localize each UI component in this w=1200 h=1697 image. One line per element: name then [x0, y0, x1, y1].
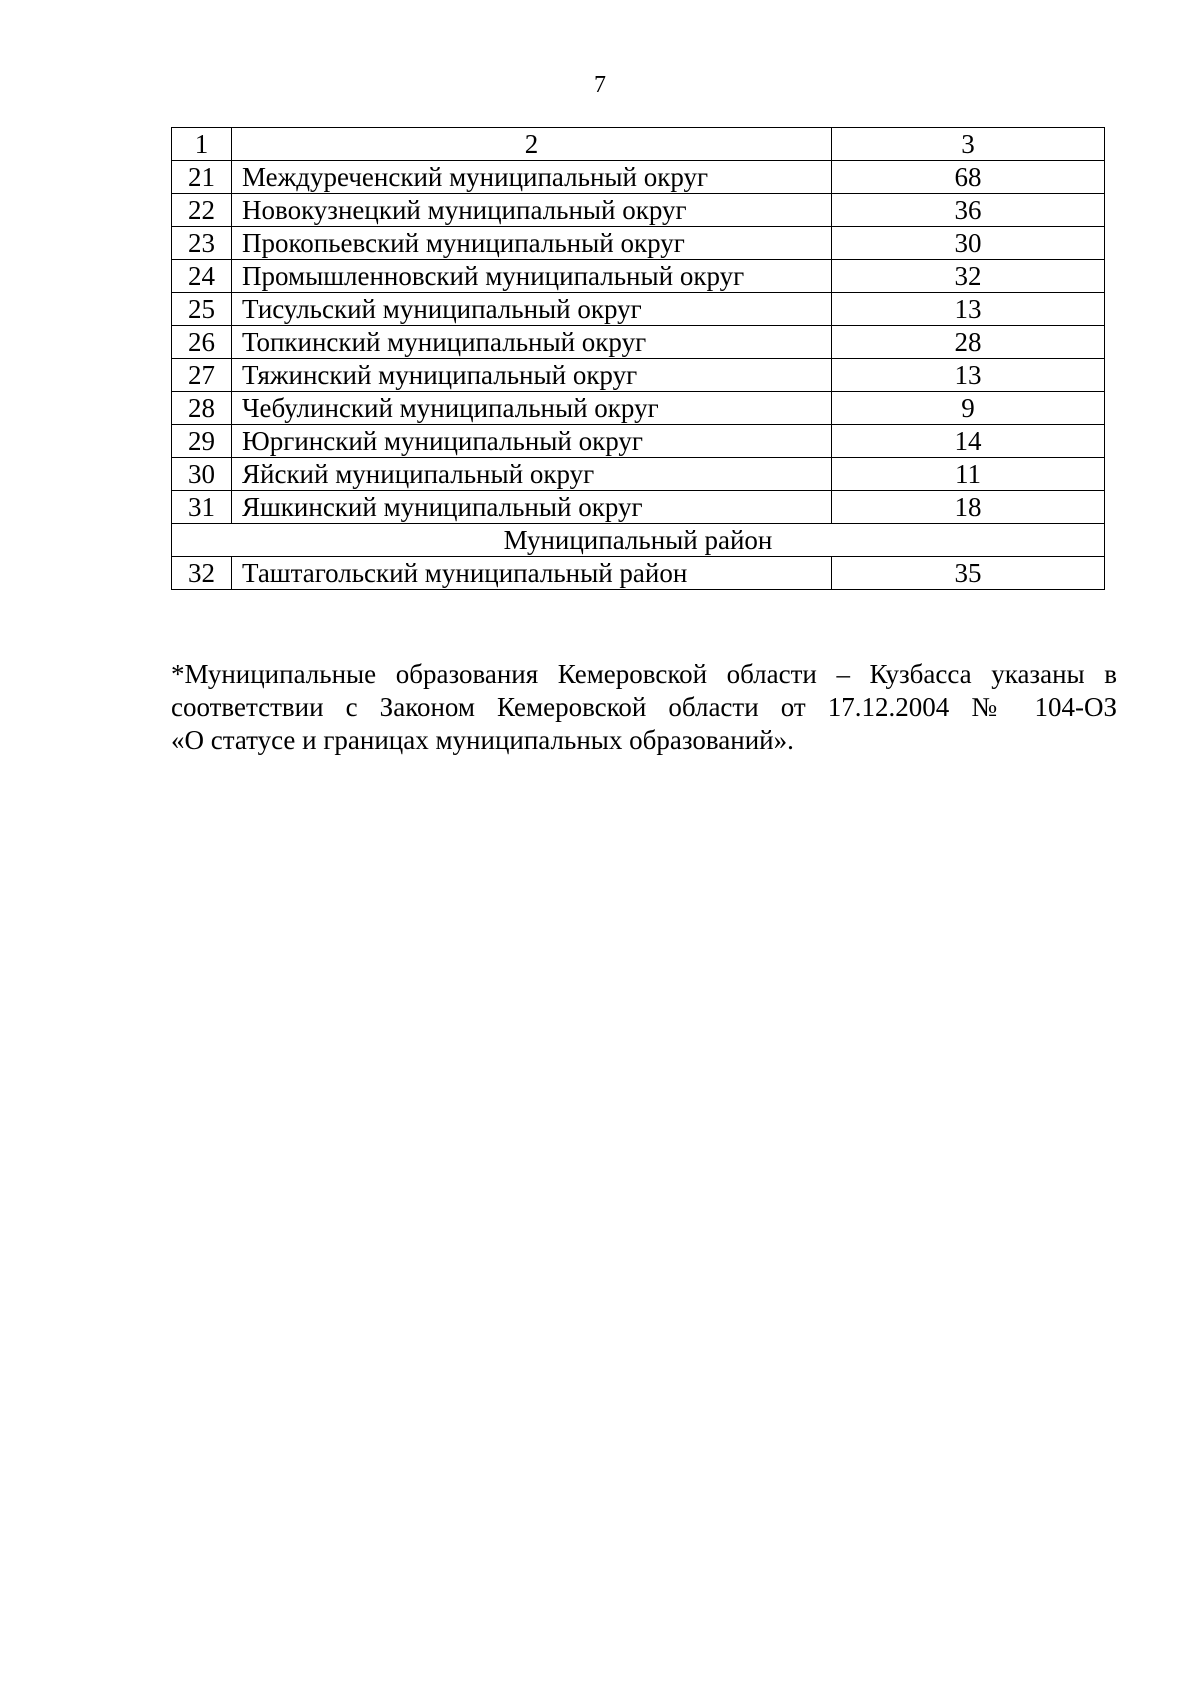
row-value: 28 [832, 326, 1105, 359]
row-number: 28 [172, 392, 232, 425]
row-value: 14 [832, 425, 1105, 458]
row-number: 24 [172, 260, 232, 293]
municipalities-table [171, 127, 1105, 590]
row-value: 13 [832, 293, 1105, 326]
table-row [172, 227, 1105, 260]
row-number: 26 [172, 326, 232, 359]
municipality-name: Яшкинский муниципальный округ [232, 491, 832, 524]
row-value: 13 [832, 359, 1105, 392]
page-number: 7 [594, 72, 606, 98]
table-row [172, 260, 1105, 293]
row-number: 32 [172, 557, 232, 590]
section-row [172, 524, 1105, 557]
row-value: 18 [832, 491, 1105, 524]
row-value: 36 [832, 194, 1105, 227]
column-header-value: 3 [832, 128, 1105, 161]
row-number: 31 [172, 491, 232, 524]
municipality-name: Топкинский муниципальный округ [232, 326, 832, 359]
municipality-name: Чебулинский муниципальный округ [232, 392, 832, 425]
table-row [172, 293, 1105, 326]
municipality-name: Междуреченский муниципальный округ [232, 161, 832, 194]
row-value: 35 [832, 557, 1105, 590]
row-value: 11 [832, 458, 1105, 491]
table-row [172, 491, 1105, 524]
municipality-name: Промышленновский муниципальный округ [232, 260, 832, 293]
row-number: 30 [172, 458, 232, 491]
footnote-line-2: соответствии с Законом Кемеровской области от 17.12.2004 № 104-ОЗ [171, 692, 1117, 722]
row-value: 9 [832, 392, 1105, 425]
column-header-name: 2 [232, 128, 832, 161]
table-row [172, 194, 1105, 227]
row-value: 30 [832, 227, 1105, 260]
row-value: 68 [832, 161, 1105, 194]
municipality-name: Новокузнецкий муниципальный округ [232, 194, 832, 227]
municipality-name: Тяжинский муниципальный округ [232, 359, 832, 392]
municipality-name: Таштагольский муниципальный район [232, 557, 832, 590]
table-row [172, 359, 1105, 392]
footnote-line-1: *Муниципальные образования Кемеровской области – Кузбасса указаны в [171, 659, 1117, 689]
row-number: 22 [172, 194, 232, 227]
municipality-name: Юргинский муниципальный округ [232, 425, 832, 458]
footnote-line-3: «О статусе и границах муниципальных образований». [171, 725, 794, 755]
row-number: 29 [172, 425, 232, 458]
municipality-name: Яйский муниципальный округ [232, 458, 832, 491]
table-row [172, 458, 1105, 491]
footnote [171, 658, 1117, 757]
row-number: 23 [172, 227, 232, 260]
table-row [172, 557, 1105, 590]
municipality-name: Тисульский муниципальный округ [232, 293, 832, 326]
row-number: 25 [172, 293, 232, 326]
row-number: 21 [172, 161, 232, 194]
table-row [172, 326, 1105, 359]
section-title: Муниципальный район [172, 524, 1105, 557]
table-row [172, 161, 1105, 194]
column-header-number: 1 [172, 128, 232, 161]
municipality-name: Прокопьевский муниципальный округ [232, 227, 832, 260]
table-row [172, 425, 1105, 458]
table-row [172, 392, 1105, 425]
row-value: 32 [832, 260, 1105, 293]
row-number: 27 [172, 359, 232, 392]
table-header-row [172, 128, 1105, 161]
